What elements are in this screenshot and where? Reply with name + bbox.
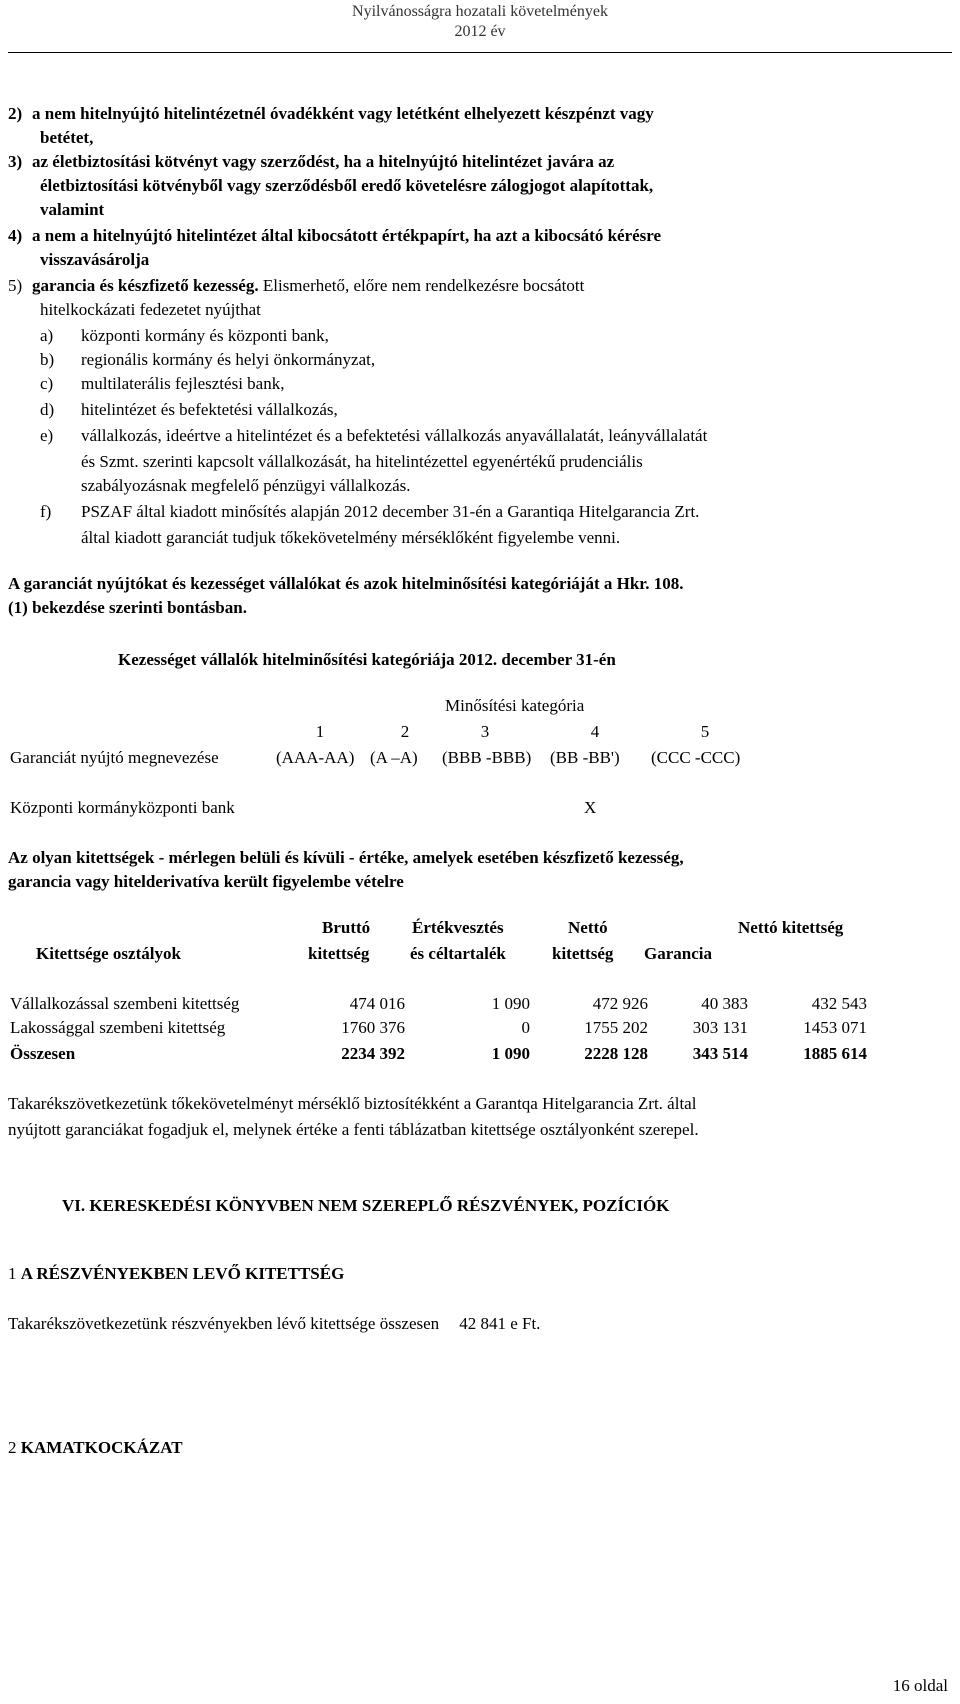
sub-text: regionális kormány és helyi önkormányzat, <box>81 350 376 369</box>
sub-text: multilaterális fejlesztési bank, <box>81 374 285 393</box>
col-netto-h2: kitettség <box>552 944 614 963</box>
list-item-5-cont: hitelkockázati fedezetet nyújthat <box>40 300 261 319</box>
rating-num-1: 1 <box>315 722 325 741</box>
cell-brutto: 1760 376 <box>341 1018 405 1037</box>
cell-netkit: 432 543 <box>811 994 867 1013</box>
cell-brutto: 2234 392 <box>341 1044 405 1063</box>
item-number: 4) <box>8 226 23 245</box>
sub-text: vállalkozás, ideértve a hitelintézet és a befektetési vállalkozás anyavállalatát, leányvállalatát <box>81 426 708 445</box>
equity-paragraph <box>8 1314 540 1334</box>
list-item-3-cont: életbiztosítási kötvényből vagy szerződésből eredő követelésre zálogjogot alapítottak, <box>40 176 654 195</box>
rating-cat-3: (BBB -BBB) <box>442 748 532 767</box>
header-year: 2012 év <box>454 23 506 40</box>
collateral-paragraph: Takarékszövetkezetünk tőkekövetelményt mérséklő biztosítékként a Garantqa Hitelgarancia Zrt. által <box>8 1094 697 1113</box>
sub-item-f-cont: által kiadott garanciát tudjuk tőkekövetelmény mérséklőként figyelembe venni. <box>81 528 621 547</box>
item-text: Elismerhető, előre nem rendelkezésre bocsátott <box>258 276 585 295</box>
header-title: Nyilvánosságra hozatali követelmények <box>352 3 608 20</box>
col-netto-h1: Nettó <box>568 918 608 937</box>
equity-text: Takarékszövetkezetünk részvényekben lévő kitettsége összesen <box>8 1314 440 1333</box>
rating-entry-mark: X <box>584 798 597 817</box>
col-brutto-h2: kitettség <box>308 944 370 963</box>
sub-number: a) <box>40 326 54 345</box>
sub-number: e) <box>40 426 54 445</box>
rating-cat-1: (AAA-AA) <box>276 748 355 767</box>
list-item-4-cont: visszavásárolja <box>40 250 150 269</box>
rating-num-5: 5 <box>700 722 710 741</box>
cell-garancia: 343 514 <box>692 1044 748 1063</box>
rating-cat-4: (BB -BB') <box>550 748 620 767</box>
cell-garancia: 303 131 <box>692 1018 748 1037</box>
sub-number: d) <box>40 400 55 419</box>
sub-item-f <box>40 502 699 522</box>
sub-item-e-cont2: szabályozásnak megfelelő pénzügyi vállalkozás. <box>81 476 411 495</box>
page-number: 16 oldal <box>892 1676 948 1695</box>
sub-text: központi kormány és központi bank, <box>81 326 329 345</box>
rating-num-3: 3 <box>480 722 490 741</box>
sub-item-c <box>40 374 284 394</box>
sub-item-a <box>40 326 329 346</box>
section-heading: VI. KERESKEDÉSI KÖNYVBEN NEM SZEREPLŐ RÉSZVÉNYEK, POZÍCIÓK <box>62 1196 670 1215</box>
header-divider <box>8 52 952 53</box>
cell-netto: 1755 202 <box>584 1018 648 1037</box>
cell-ertek: 1 090 <box>491 1044 530 1063</box>
sub-number: c) <box>40 374 54 393</box>
col-class-h: Kitettsége osztályok <box>36 944 181 963</box>
item-bold-text: garancia és készfizető kezesség. <box>32 276 259 295</box>
rating-num-4: 4 <box>590 722 600 741</box>
list-item-2-cont: betétet, <box>40 128 94 147</box>
rating-entry-label: Központi kormányközponti bank <box>10 798 235 817</box>
cell-ertek: 0 <box>521 1018 530 1037</box>
rating-row-label: Garanciát nyújtó megnevezése <box>10 748 219 767</box>
row-label: Lakossággal szembeni kitettség <box>10 1018 226 1037</box>
sub-text: PSZAF által kiadott minősítés alapján 2012 december 31-én a Garantiqa Hitelgarancia Zrt. <box>81 502 700 521</box>
item-number: 5) <box>8 276 23 295</box>
col-garancia-h: Garancia <box>644 944 712 963</box>
rating-num-2: 2 <box>400 722 410 741</box>
list-item-5 <box>8 276 584 296</box>
col-ertek-h1: Értékvesztés <box>412 918 504 937</box>
col-ertek-h2: és céltartalék <box>410 944 506 963</box>
cell-netto: 2228 128 <box>584 1044 648 1063</box>
collateral-paragraph-cont: nyújtott garanciákat fogadjuk el, melynek értéke a fenti táblázatban kitettsége osztályonként szerepel. <box>8 1120 699 1139</box>
rating-group-header: Minősítési kategória <box>445 696 585 715</box>
item-text: a nem a hitelnyújtó hitelintézet által kibocsátott értékpapírt, ha azt a kibocsátó kérésre <box>32 226 662 245</box>
item-text: az életbiztosítási kötvényt vagy szerződést, ha a hitelnyújtó hitelintézet javára az <box>32 152 615 171</box>
subsection-title: KAMATKOCKÁZAT <box>20 1438 183 1457</box>
guarantor-paragraph-cont: (1) bekezdése szerinti bontásban. <box>8 598 247 617</box>
rating-title: Kezességet vállalók hitelminősítési kategóriája 2012. december 31-én <box>118 650 616 669</box>
sub-item-e-cont: és Szmt. szerinti kapcsolt vállalkozását, ha hitelintézettel egyenértékű prudenciális <box>81 452 643 471</box>
subsection-title: A RÉSZVÉNYEKBEN LEVŐ KITETTSÉG <box>20 1264 345 1283</box>
col-netkit-h: Nettó kitettség <box>738 918 844 937</box>
equity-value: 42 841 e Ft. <box>459 1314 541 1333</box>
exposure-paragraph: Az olyan kitettségek - mérlegen belüli és kívüli - értéke, amelyek esetében készfizető kezesség, <box>8 848 684 867</box>
rating-cat-2: (A –A) <box>370 748 418 767</box>
col-brutto-h1: Bruttó <box>322 918 371 937</box>
subsection-heading-2 <box>8 1438 183 1458</box>
guarantor-paragraph: A garanciát nyújtókat és kezességet vállalókat és azok hitelminősítési kategóriáját a Hkr. 108. <box>8 574 684 593</box>
exposure-paragraph-cont: garancia vagy hitelderivatíva került figyelembe vételre <box>8 872 404 891</box>
sub-item-d <box>40 400 338 420</box>
page-header <box>0 0 960 42</box>
sub-number: b) <box>40 350 55 369</box>
list-item-3 <box>8 152 614 172</box>
item-text: a nem hitelnyújtó hitelintézetnél óvadékként vagy letétként elhelyezett készpénzt vagy <box>32 104 654 123</box>
subsection-heading-1 <box>8 1264 344 1284</box>
cell-netkit: 1885 614 <box>803 1044 867 1063</box>
list-item-3-cont2: valamint <box>40 200 105 219</box>
row-label: Összesen <box>10 1044 76 1063</box>
item-number: 2) <box>8 104 23 123</box>
sub-item-b <box>40 350 375 370</box>
cell-ertek: 1 090 <box>491 994 530 1013</box>
sub-text: hitelintézet és befektetési vállalkozás, <box>81 400 338 419</box>
subsection-number: 2 <box>8 1438 17 1457</box>
list-item-4 <box>8 226 661 246</box>
list-item-2 <box>8 104 654 124</box>
rating-cat-5: (CCC -CCC) <box>651 748 741 767</box>
cell-netto: 472 926 <box>592 994 648 1013</box>
cell-garancia: 40 383 <box>701 994 748 1013</box>
item-number: 3) <box>8 152 23 171</box>
subsection-number: 1 <box>8 1264 17 1283</box>
cell-brutto: 474 016 <box>349 994 405 1013</box>
sub-number: f) <box>40 502 52 521</box>
row-label: Vállalkozással szembeni kitettség <box>10 994 240 1013</box>
cell-netkit: 1453 071 <box>803 1018 867 1037</box>
sub-item-e <box>40 426 707 446</box>
